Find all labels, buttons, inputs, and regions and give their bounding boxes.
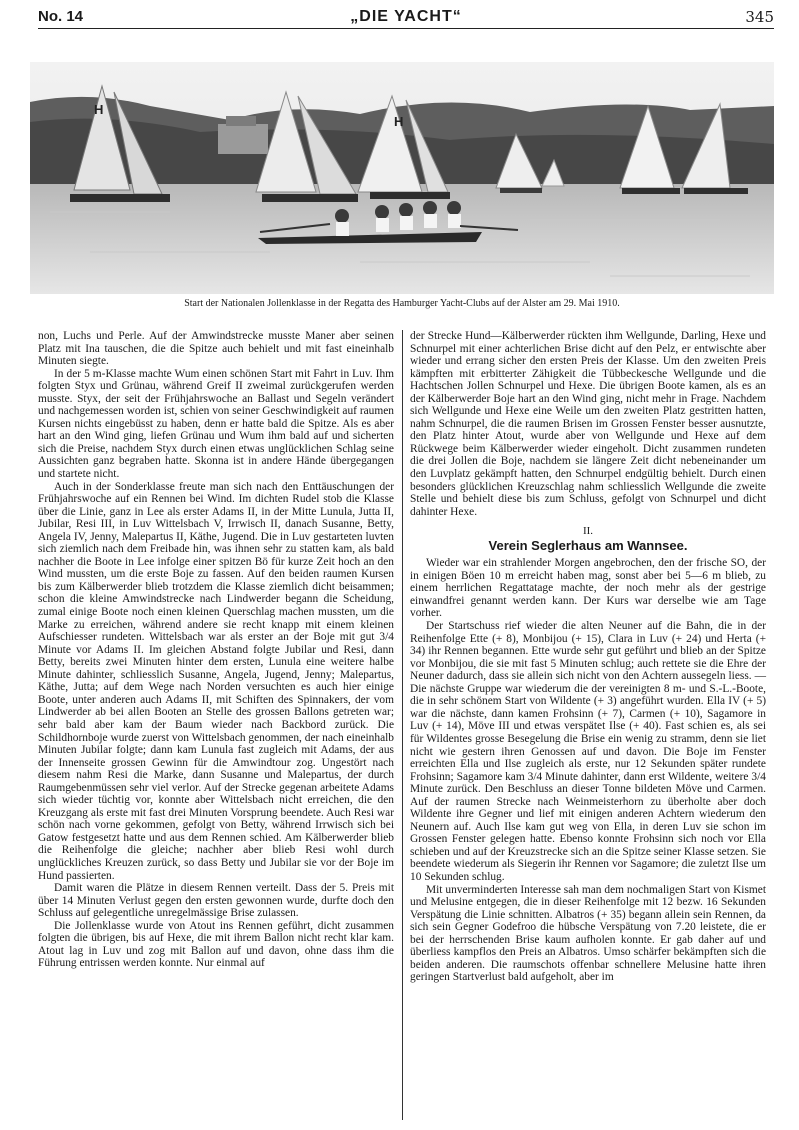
header-rule bbox=[38, 28, 774, 29]
paragraph: Wieder war ein strahlender Morgen angebrochen, den der frische SO, der in einigen Böen 10 m erreicht haben mag, sonst aber bei 5—6 m blieb, zu einem herrlichen Regattatage machte, der noch mehr als der gestrige einwandfrei genannt werden kann. Der Kurs war derselbe wie am Tage vorher. bbox=[410, 557, 766, 620]
sail-letter: H bbox=[94, 102, 104, 117]
paragraph: Der Startschuss rief wieder die alten Neuner auf die Bahn, die in der Reihenfolge Ette (+ 8), Monbijou (+ 15), Clara in Luv (+ 24) und Herta (+ 34) ihr Rennen begannen. Ette wurde sehr gut geführt und blieb an der Spitze vor Monbijou, die sie mit fast 5 Minuten schlug; auch rettete sie die Ehre der Neuner dadurch, dass sie allein sich nicht von den Achtern aussegeln liess. — Die nächste Gruppe war wiederum die der vereinigten 8 m- und S.-L.-Boote, die in sehr schönem Start von Wildente (+ 3) angeführt wurden. Ella IV (+ 5) war die nächste, dann kamen Frohsinn (+ 7), Carmen (+ 10), Sagamore in Luv (+ 14), Möve III und etwas verspätet Ilse (+ 40). Fast schien es, als sei für Wildentes grosse Besegelung die Brise ein wenig zu stramm, denn sie liet nicht wie gestern ihren Genossen auf und davon. Die Boje im Fenster erreichten Ella und Ilse zugleich als erste, nur 12 Sekunden später rundete Frohsinn; Sagamore kam 3/4 Minute dahinter, dann erst Wildente, weitere 3/4 Minute zurück. Den Beschluss an dieser Tonne bildeten Möve und Carmen. Auf der raumen Strecke nach Weinmeisterhorn zu überholte aber doch Wildente ihre Gegner und lief mit einigen anderen Achtern wiederum den Neunern auf. Auch Ilse kam gut weg von Ella, in deren Luv sie schon im Grossen Fenster gelegen hatte. Ebenso konnte Frohsinn sich noch vor Ella schieben und auf der Kreuzstrecke sich an die Spitze seiner Klasse setzen. Sie beendete wiederum als Siegerin ihr Rennen vor Sagamore; die zuletzt Ilse um 10 Sekunden schlug. bbox=[410, 620, 766, 883]
section-title: Verein Seglerhaus am Wannsee. bbox=[488, 537, 688, 553]
page-number: 345 bbox=[745, 8, 774, 26]
magazine-title: „DIE YACHT“ bbox=[350, 8, 462, 25]
paragraph: Damit waren die Plätze in diesem Rennen verteilt. Dass der 5. Preis mit über 14 Minuten Verlust gegen den ersten gewonnen wurde, durfte doch den Schluss auf gelegentliche unregelmässige Brise zulassen. bbox=[38, 882, 394, 920]
figure-caption: Start der Nationalen Jollenklasse in der Regatta des Hamburger Yacht-Clubs auf der Alster am 29. Mai 1910. bbox=[184, 298, 620, 309]
column-divider bbox=[402, 330, 403, 1120]
paragraph: Mit unverminderten Interesse sah man dem nochmaligen Start von Kismet und Melusine entgegen, die in dieser Reihenfolge mit 12 bezw. 16 Sekunden Verspätung die Linie schnitten. Albatros (+ 35) begann allein sein Rennen, da sich sein Gegner Godefroo die hübsche Verspätung von 7.20 leistete, die er bei der herrschenden Brise kaum aufholen konnte. Er gab daher auf und überliess kampflos den Preis an Albatros. Umso schärfer bekämpften sich die beiden anderen. Die raumschots offenbar schnellere Melusine hatte ihren geringen Startverlust bald aufgeholt, aber im bbox=[410, 883, 766, 984]
regatta-photo bbox=[30, 62, 774, 294]
right-column bbox=[410, 330, 766, 984]
paragraph: Auch in der Sonderklasse freute man sich nach den Enttäuschungen der Frühjahrswoche auf ein Rennen bei Wind. Im dichten Rudel stob die Klasse über die Linie, ganz in Lee als erster Adams II, in der Mitte Lunula, Jutta II, Jubilar, Resi III, in Luv Wittelsbach V, Irrwisch II, danach Susanne, Betty, Angela IV, Jenny, Malepartus II, Käthe, Jugend. Die in Luv gestarteten luvten sich ziemlich nach dem Freibade hin, was ihnen sehr zu statten kam, als bald nachher die Boote in Lee infolge einer spitzen Bö für kurze Zeit hoch an den Wind mussten, um die erste Boje zu fassen. Auf den beiden raumen Kursen bis zum Kälberwerder blieb trotzdem die Klasse ziemlich dicht beisammen; schon die kleine Amwindstrecke nach Lindwerder begann die Scheidung, zumal einige Boote noch einen kleinen Querschlag machen mussten, um die Marke zu erreichen, während andere sie recht knapp mit einem kleinen Aufschiesser rundeten. Wittelsbach war als erster an der Boje mit gut 3/4 Minute vor Adams II. Im gleichen Abstand folgte Jubilar und Resi, dann Betty, bereits zwei Minuten hinter dem ersten, Lunula eine weitere halbe Minute dahinter, schliesslich Susanne, Angela, Jugend, Jenny; Malepartus, Käthe, Jutta; auf dem Wege nach Norden versuchten es auch hier einige Boote, unter anderen auch Adams II, mit Schiften des Spinnakers, der vom Lindwerder ab bei allen Booten an Stelle des grossen Ballons getreten war; sehr bald aber kam der Baum wieder nach Backbord zurück. Die Schildhornboje wurde zuerst von Wittelsbach genommen, der nach eineinhalb Minuten Jubilar folgte; dann kam Lunula fast zugleich mit Adams, der aus der Innenseite grossen Gewinn für die Amwindtour zog. Ungestört nach diesem nahm Resi die Marke, dann Susanne und Malepartus, der durch Raumgebenmüssen sehr viel verlor. Auf der Strecke gegenan arbeitete Adams sich wieder tüchtig vor, konnte aber Wittelsbach nicht erreichen, die den Kreuzgang als erste mit fast drei Minuten Vorsprung beendete. Auch Resi war schön nach vorne gekommen, gefolgt von Betty, während Irrwisch sich bei Gatow festgesetzt hatte und aus dem Rennen schied. Am Kälberwerder blieb die Reihenfolge die gleiche; nachher aber blieb Resi wohl durch unglückliches Kreuzen zurück, so dass Betty und Jubilar sie vor der Boje im Hund passierten. bbox=[38, 480, 394, 882]
left-column bbox=[38, 330, 394, 970]
paragraph: non, Luchs und Perle. Auf der Amwindstrecke musste Maner aber seinen Platz mit Ina tauschen, die die Spitze auch behielt und mit fast eineinhalb Minuten siegte. bbox=[38, 330, 394, 368]
section-number: II. bbox=[582, 525, 594, 538]
paragraph: Die Jollenklasse wurde von Atout ins Rennen geführt, dicht zusammen folgten die übrigen, bis auf Hexe, die mit ihrem Ballon nicht recht klar kam. Atout lag in Luv und zog mit Ballon auf und davon, ohne dass ihm die Führung entrissen werden konnte. Nur einmal auf bbox=[38, 919, 394, 970]
paragraph: der Strecke Hund—Kälberwerder rückten ihm Wellgunde, Darling, Hexe und Schnurpel mit einer achterlichen Brise dicht auf den Pelz, er entwischte aber wieder und errang sicher den ersten Preis der Klasse. Um den zweiten Preis kämpften mit erbitterter Zähigkeit die Tübbeckesche Wellgunde und die Hachtschen Jollen Schnurpel und Hexe. Die übrigen Boote kamen, als es an der Kälberwerder Boje hart an den Wind ging, nicht mehr in Frage. Nachdem sich Wellgunde und Hexe eine Weile um den zweiten Platz gestritten hatten, nahm Schnurpel, die die raumen Brisen im Grossen Fenster besser ausnutzte, den Platz hinter Atout, wurde aber von Wellgunde und Hexe auf dem Rückwege beim Kälberwerder wieder eingeholt. Dicht zusammen rundeten die drei Jollen die Boje, nachdem sie längere Zeit dicht nebeneinander um den Luvplatz gekämpft hatten, den Schnurpel endgültig behielt. Durch einen besonders glücklichen Kreuzschlag nahm schliesslich Wellgunde die zweite Stelle und behielt diese bis zum Schluss, gefolgt von Schnurpel und dicht dahinter Hexe. bbox=[410, 330, 766, 518]
sail-letter: H bbox=[394, 114, 404, 129]
issue-number: No. 14 bbox=[38, 8, 84, 25]
paragraph: In der 5 m-Klasse machte Wum einen schönen Start mit Fahrt in Luv. Ihm folgten Styx und Grünau, während Greif II zweimal zurückgerufen werden musste. Styx, der seit der Frühjahrswoche an Ballast und Segeln verändert und nachgemessen worden ist, schien von seiner Geschwindigkeit auf raumen Kursen nichts eingebüsst zu haben, denn er hatte bald die Spitze. Als es aber hart an den Wind ging, liefen Grünau und Wum ihm bald auf und sicherten sich die Preise, nachdem Styx durch einen etwas unglücklichen Schlag seine Aussichten ganz begraben hatte. Skonna ist in andere Hände übergegangen und startete nicht. bbox=[38, 367, 394, 481]
